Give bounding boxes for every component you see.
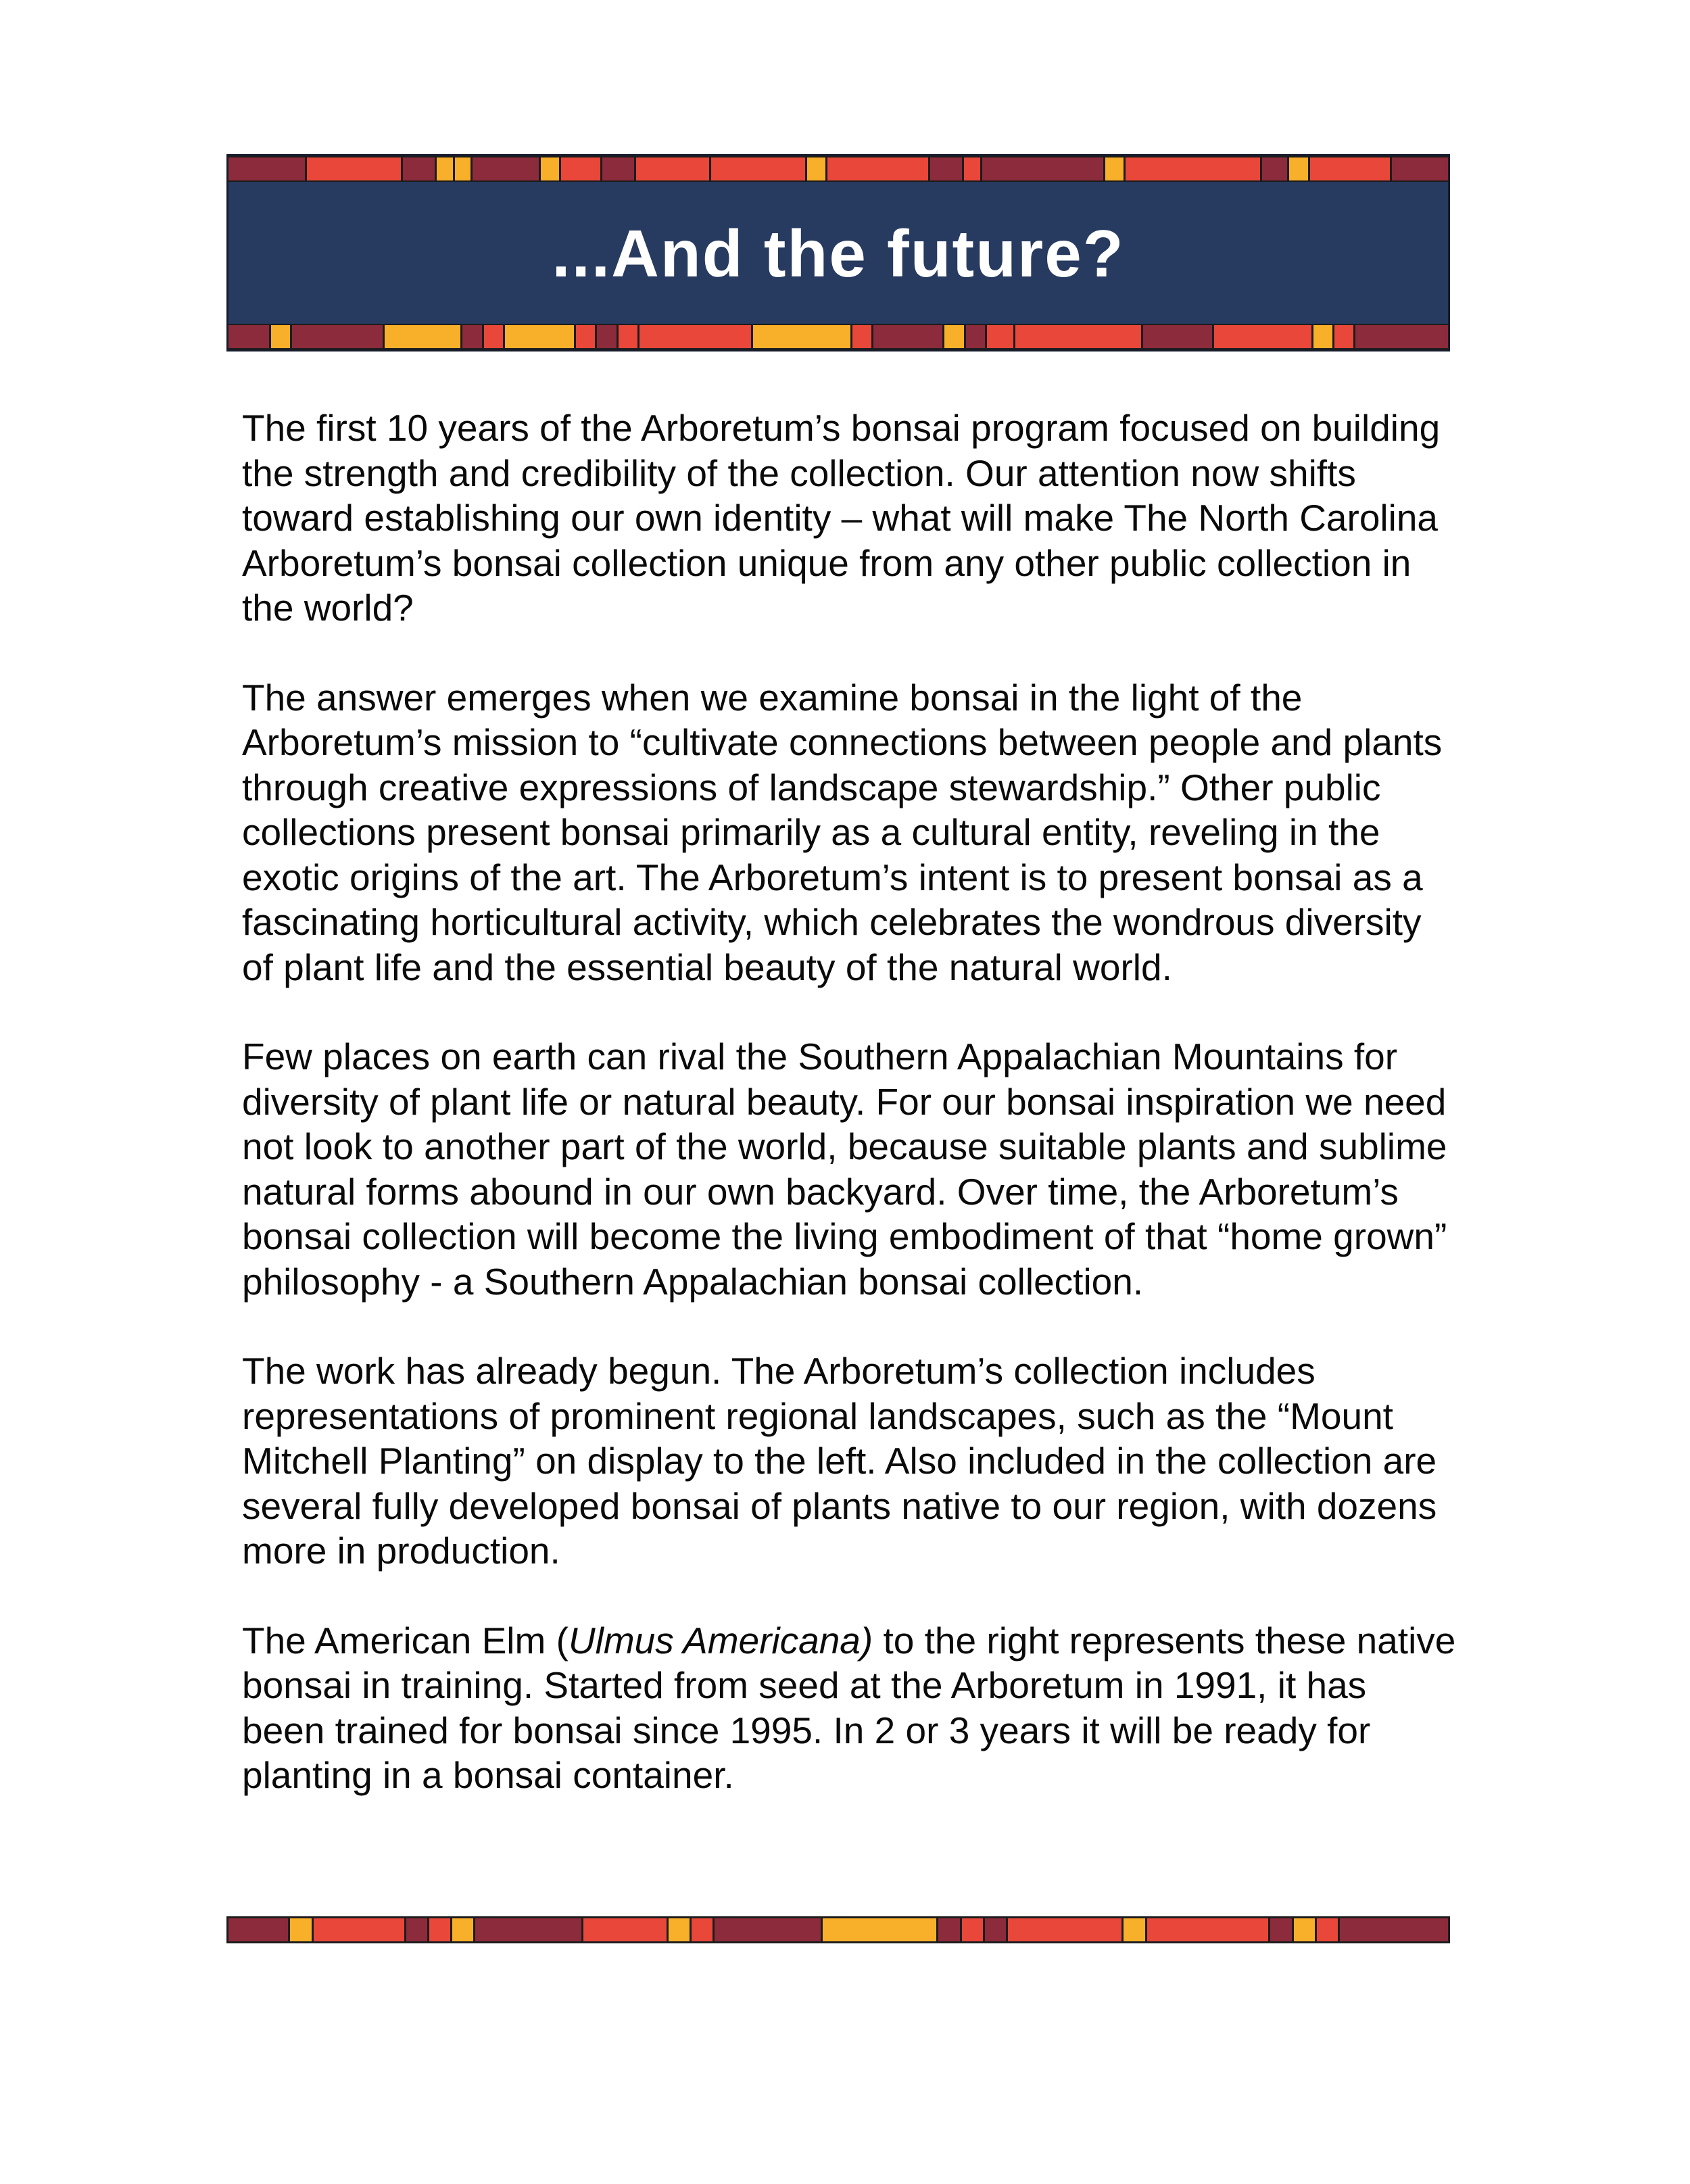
stripe-segment	[505, 325, 576, 348]
stripe-segment	[437, 157, 454, 180]
stripe-segment	[561, 157, 602, 180]
stripe-segment	[753, 325, 852, 348]
stripe-segment	[944, 325, 965, 348]
stripe-segment	[1289, 157, 1309, 180]
stripe-segment	[1015, 325, 1143, 348]
footer-stripe	[226, 1916, 1450, 1943]
stripe-segment	[228, 1918, 290, 1941]
stripe-segment	[692, 1918, 715, 1941]
elm-text-before: The American Elm (	[242, 1619, 569, 1661]
stripe-segment	[619, 325, 639, 348]
stripe-segment	[1294, 1918, 1317, 1941]
stripe-segment	[228, 157, 307, 180]
stripe-segment	[639, 325, 753, 348]
stripe-segment	[1340, 1918, 1448, 1941]
stripe-segment	[314, 1918, 406, 1941]
stripe-segment	[823, 1918, 938, 1941]
header-bottom-stripe	[228, 324, 1448, 349]
stripe-segment	[597, 325, 618, 348]
stripe-segment	[1355, 325, 1447, 348]
stripe-segment	[1317, 1918, 1340, 1941]
stripe-segment	[271, 325, 292, 348]
stripe-segment	[1392, 157, 1448, 180]
stripe-segment	[576, 325, 597, 348]
stripe-segment	[985, 1918, 1008, 1941]
stripe-segment	[962, 1918, 985, 1941]
paragraph-work-begun: The work has already begun. The Arboretum’s collection includes representations of prominent regional landscapes, such as the “Mount Mitchell Planting” on display to the left. Also included in the collection are several fully developed bonsai of plants native to our region, with dozens more in production.	[242, 1350, 1437, 1572]
stripe-segment	[636, 157, 711, 180]
stripe-segment	[966, 325, 987, 348]
stripe-segment	[541, 157, 561, 180]
stripe-segment	[475, 1918, 583, 1941]
stripe-segment	[602, 157, 637, 180]
stripe-segment	[583, 1918, 669, 1941]
paragraph-intro: The first 10 years of the Arboretum’s bonsai program focused on building the strength and credibility of the collection. Our attention now shifts toward establishing our own identity – what will make The North Carolina Arboretum’s bonsai collection unique from any other public collection in the world?	[242, 407, 1441, 629]
stripe-segment	[473, 157, 541, 180]
stripe-segment	[715, 1918, 823, 1941]
stripe-segment	[1334, 325, 1355, 348]
page-title: ...And the future?	[552, 216, 1125, 291]
header-top-stripe	[228, 156, 1448, 182]
elm-scientific-name: Ulmus Americana)	[568, 1619, 873, 1661]
stripe-segment	[1124, 1918, 1146, 1941]
stripe-segment	[1008, 1918, 1124, 1941]
stripe-segment	[982, 157, 1105, 180]
stripe-segment	[711, 157, 806, 180]
elm-text-after: to the right represents these native bonsai in training. Started from seed at the Arboretum in 1991, it has been trained for bonsai since 1995. In 2 or 3 years it will be ready for planting in a bonsai container.	[242, 1619, 1456, 1796]
paragraph-mission: The answer emerges when we examine bonsai in the light of the Arboretum’s mission to “cultivate connections between people and plants through creative expressions of landscape stewardship.” Other public collections present bonsai primarily as a cultural entity, reveling in the exotic origins of the art. The Arboretum’s intent is to present bonsai as a fascinating horticultural activity, which celebrates the wondrous diversity of plant life and the essential beauty of the natural world.	[242, 676, 1443, 988]
stripe-segment	[292, 325, 384, 348]
stripe-segment	[1262, 157, 1289, 180]
stripe-segment	[406, 1918, 429, 1941]
stripe-segment	[290, 1918, 313, 1941]
stripe-segment	[1310, 157, 1392, 180]
stripe-segment	[1270, 1918, 1293, 1941]
stripe-segment	[873, 325, 944, 348]
stripe-segment	[455, 157, 473, 180]
stripe-segment	[429, 1918, 452, 1941]
stripe-segment	[307, 157, 402, 180]
stripe-segment	[852, 325, 873, 348]
stripe-segment	[669, 1918, 692, 1941]
stripe-segment	[228, 325, 271, 348]
stripe-segment	[403, 157, 437, 180]
stripe-segment	[1126, 157, 1262, 180]
body-text	[242, 406, 1459, 1843]
paragraph-appalachian: Few places on earth can rival the Southern Appalachian Mountains for diversity of plant life or natural beauty. For our bonsai inspiration we need not look to another part of the world, because suitable plants and sublime natural forms abound in our own backyard. Over time, the Arboretum’s bonsai collection will become the living embodiment of that “home grown” philosophy - a Southern Appalachian bonsai collection.	[242, 1036, 1447, 1303]
stripe-segment	[930, 157, 965, 180]
paragraph-american-elm	[242, 1618, 1459, 1798]
stripe-segment	[987, 325, 1015, 348]
header-banner	[226, 154, 1450, 351]
stripe-segment	[827, 157, 930, 180]
stripe-segment	[807, 157, 827, 180]
stripe-segment	[1214, 325, 1313, 348]
stripe-segment	[385, 325, 462, 348]
stripe-segment	[484, 325, 505, 348]
stripe-segment	[1105, 157, 1126, 180]
stripe-segment	[1313, 325, 1334, 348]
stripe-segment	[452, 1918, 475, 1941]
stripe-segment	[1147, 1918, 1271, 1941]
stripe-segment	[938, 1918, 961, 1941]
stripe-segment	[1143, 325, 1214, 348]
stripe-segment	[964, 157, 982, 180]
stripe-segment	[462, 325, 483, 348]
